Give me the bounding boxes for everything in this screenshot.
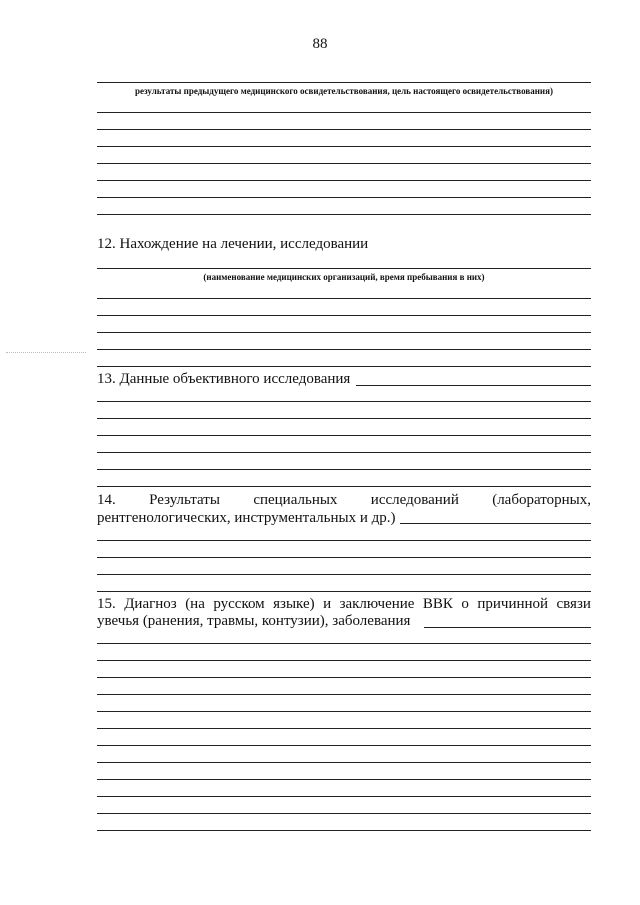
form-line — [97, 418, 591, 419]
form-line — [97, 779, 591, 780]
section15-fill-line — [424, 627, 591, 628]
section15-word: языке) — [273, 596, 315, 612]
form-line — [97, 574, 591, 575]
form-line — [97, 268, 591, 269]
form-line — [97, 298, 591, 299]
form-line — [97, 557, 591, 558]
section12-caption: (наименование медицинских организаций, время пребывания в них) — [203, 272, 485, 282]
section15-word: 15. — [97, 596, 116, 612]
section15-word: (на — [185, 596, 205, 612]
form-line — [97, 82, 591, 83]
section14-word: (лабораторных, — [492, 492, 591, 508]
section11-caption: результаты предыдущего медицинского освидетельствования, цель настоящего освидетельствования) — [135, 86, 553, 96]
form-line — [97, 163, 591, 164]
form-line — [97, 813, 591, 814]
section13-fill-line — [356, 385, 591, 386]
form-line — [97, 486, 591, 487]
form-line — [97, 762, 591, 763]
section14-heading-line2: рентгенологических, инструментальных и др.) — [97, 510, 396, 526]
form-line — [97, 711, 591, 712]
form-line — [97, 591, 591, 592]
page-number: 88 — [312, 36, 328, 52]
scan-artifact — [6, 352, 86, 353]
form-line — [97, 197, 591, 198]
form-line — [97, 349, 591, 350]
form-line — [97, 830, 591, 831]
form-line — [97, 129, 591, 130]
section14-word: 14. — [97, 492, 116, 508]
form-line — [97, 643, 591, 644]
section14-word: исследований — [370, 492, 459, 508]
form-line — [97, 452, 591, 453]
section13-heading: 13. Данные объективного исследования — [97, 371, 351, 387]
form-line — [97, 694, 591, 695]
section14-word: Результаты — [149, 492, 220, 508]
section14-fill-line — [400, 523, 591, 524]
section15-word: ВВК — [422, 596, 453, 612]
section15-word: связи — [556, 596, 591, 612]
section15-word: и — [323, 596, 332, 612]
form-line — [97, 677, 591, 678]
form-line — [97, 401, 591, 402]
form-line — [97, 745, 591, 746]
form-line — [97, 366, 591, 367]
form-line — [97, 796, 591, 797]
section15-word: заключение — [339, 596, 415, 612]
form-line — [97, 112, 591, 113]
form-line — [97, 214, 591, 215]
form-line — [97, 469, 591, 470]
section15-heading-line2: увечья (ранения, травмы, контузии), заболевания — [97, 613, 411, 629]
form-line — [97, 660, 591, 661]
form-line — [97, 540, 591, 541]
form-line — [97, 146, 591, 147]
section15-word: о — [461, 596, 469, 612]
section15-word: Диагноз — [124, 596, 177, 612]
section14-heading-line1 — [97, 492, 591, 509]
section15-word: русском — [213, 596, 265, 612]
form-line — [97, 180, 591, 181]
section14-word: специальных — [253, 492, 338, 508]
form-line — [97, 332, 591, 333]
form-line — [97, 435, 591, 436]
section15-word: причинной — [477, 596, 549, 612]
form-line — [97, 728, 591, 729]
form-line — [97, 315, 591, 316]
section12-heading: 12. Нахождение на лечении, исследовании — [97, 236, 369, 252]
section15-heading-line1 — [97, 596, 591, 613]
